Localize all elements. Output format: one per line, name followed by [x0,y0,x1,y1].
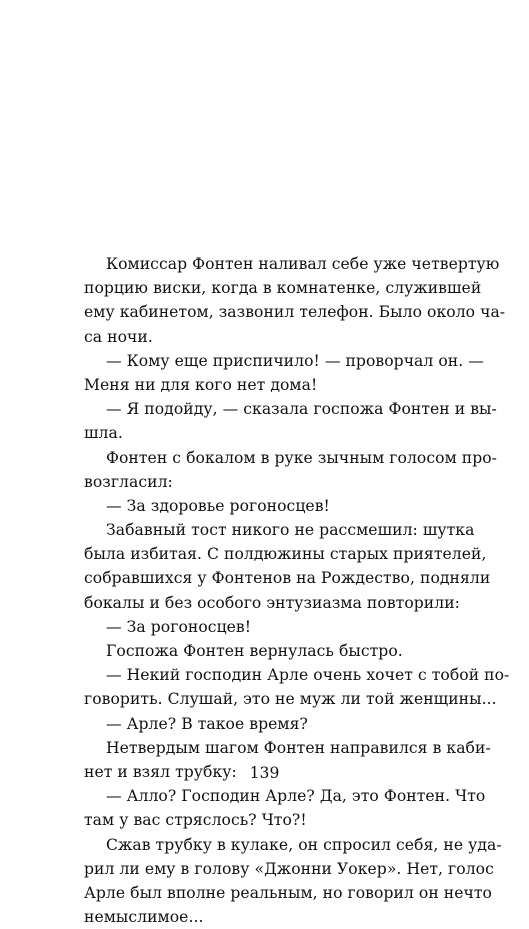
text-line: была избитая. С полдюжины старых приятелей, [84,545,487,564]
text-line: — Некий господин Арле очень хочет с тобой по- [106,666,510,685]
text-line: — Кому еще приспичило! — проворчал он. — [106,351,484,370]
text-line: немыслимое... [84,908,204,927]
text-line: Меня ни для кого нет дома! [84,375,318,394]
text-line: — За здоровье рогоносцев! [106,496,330,515]
text-line: Фонтен с бокалом в руке зычным голосом про- [106,448,498,467]
text-line: Забавный тост никого не рассмешил: шутка [106,521,475,540]
text-line: — Арле? В такое время? [106,714,308,733]
text-line: ему кабинетом, зазвонил телефон. Было около ча- [84,303,506,322]
text-line: бокалы и без особого энтузиазма повторили: [84,593,460,612]
text-line: — Алло? Господин Арле? Да, это Фонтен. Что [106,787,486,806]
text-line: Сжав трубку в кулаке, он спросил себя, не уда- [106,835,502,854]
text-line: — Я подойду, — сказала госпожа Фонтен и вы- [106,400,497,419]
text-line: — За рогоносцев! [106,617,252,636]
text-line: рил ли ему в голову «Джонни Уокер». Нет, голос [84,859,494,878]
text-line: шла. [84,424,123,443]
text-line: там у вас стряслось? Что?! [84,811,307,830]
text-line: собравшихся у Фонтенов на Рождество, подняли [84,569,491,588]
text-line: Нетвердым шагом Фонтен направился в каби- [106,738,491,757]
text-line: нет и взял трубку: [84,762,237,781]
body-text [84,252,510,929]
text-line: са ночи. [84,327,153,346]
page-number: 139 [249,764,280,782]
text-line: говорить. Слушай, это не муж ли той женщины... [84,690,497,709]
text-line: порцию виски, когда в комнатенке, служившей [84,279,482,298]
text-line: Комиссар Фонтен наливал себе уже четвертую [106,255,500,273]
text-line: Госпожа Фонтен вернулась быстро. [106,642,403,660]
text-line: возгласил: [84,472,173,491]
text-line: Арле был вполне реальным, но говорил он нечто [84,883,492,902]
